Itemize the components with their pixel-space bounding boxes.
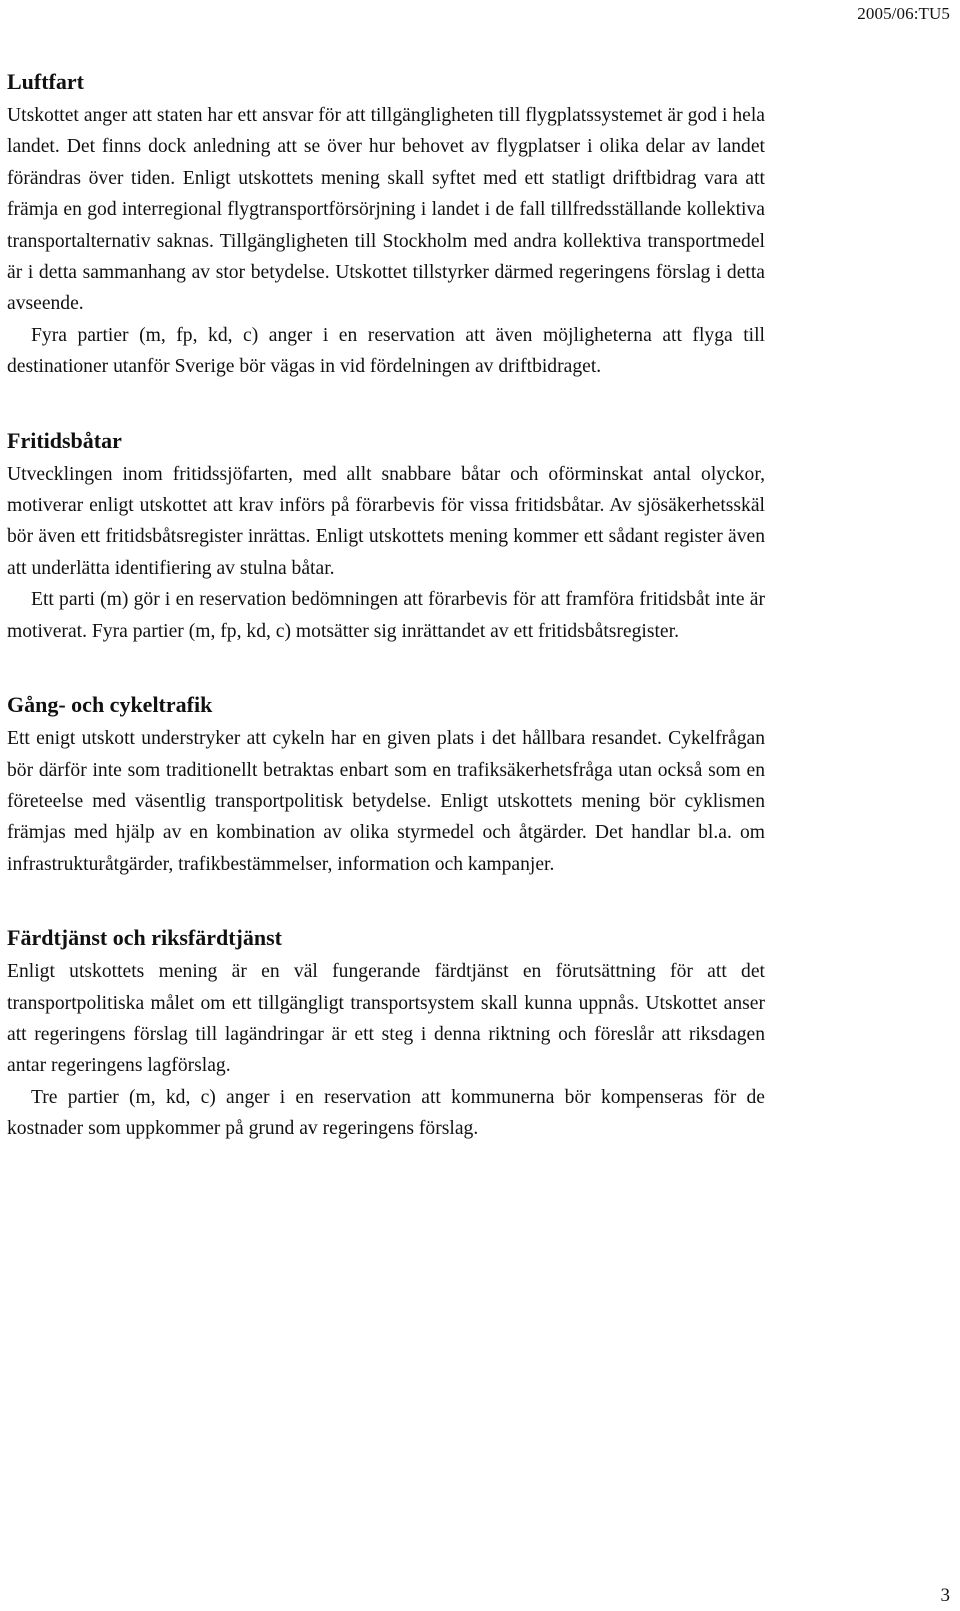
section-gang-och-cykeltrafik — [7, 689, 765, 880]
paragraph: Enligt utskottets mening är en väl fungerande färdtjänst en förutsättning för att det transportpolitiska målet om ett tillgängligt transportsystem skall kunna uppnås. Utskottet anser att regeringens förslag till lagändringar är ett steg i denna riktning och föreslår att riksdagen antar regeringens lagförslag. — [7, 961, 765, 1077]
document-body — [7, 66, 765, 1187]
paragraph: Ett enigt utskott understryker att cykeln har en given plats i det hållbara resandet. Cykelfrågan bör därför inte som traditionellt betraktas enbart som en trafiksäkerhetsfråga utan också som en företeelse med väsentlig transportpolitisk betydelse. Enligt utskottets mening bör cyklismen främjas med hjälp av en kombination av olika styrmedel och åtgärder. Det handlar bl.a. om infrastrukturåtgärder, trafikbestämmelser, information och kampanjer. — [7, 728, 765, 875]
paragraph: Utvecklingen inom fritidssjöfarten, med allt snabbare båtar och oförminskat antal olyckor, motiverar enligt utskottet att krav införs på förarbevis för vissa fritidsbåtar. Av sjösäkerhetsskäl bör även ett fritidsbåtsregister inrättas. Enligt utskottets mening kommer ett sådant register även att underlätta identifiering av stulna båtar. — [7, 463, 765, 579]
section-heading: Gång- och cykeltrafik — [7, 692, 213, 718]
paragraph-reservation: Tre partier (m, kd, c) anger i en reservation att kommunerna bör kompenseras för de kostnader som uppkommer på grund av regeringens förslag. — [7, 1086, 765, 1140]
document-id: 2005/06:TU5 — [857, 4, 950, 23]
section-fardtjanst — [7, 922, 765, 1144]
section-heading: Färdtjänst och riksfärdtjänst — [7, 925, 282, 951]
section-heading: Luftfart — [7, 69, 84, 94]
section-luftfart — [7, 66, 765, 383]
paragraph: Utskottet anger att staten har ett ansvar för att tillgängligheten till flygplatssystemet är god i hela landet. Det finns dock anledning att se över hur behovet av flygplatser i olika delar av landet förändras över tiden. Enligt utskottets mening skall syftet med ett statligt driftbidrag vara att främja en god interregional flygtransportförsörjning i landet i de fall tillfredsställande kollektiva transportalternativ saknas. Tillgängligheten till Stockholm med andra kollektiva transportmedel är i detta sammanhang av stor betydelse. Utskottet tillstyrker därmed regeringens förslag i detta avseende. — [7, 105, 765, 315]
paragraph-reservation: Ett parti (m) gör i en reservation bedömningen att förarbevis för att framföra fritidsbåt inte är motiverat. Fyra partier (m, fp, kd, c) motsätter sig inrättandet av ett fritidsbåtsregister. — [7, 589, 765, 642]
section-fritidsbatar — [7, 425, 765, 647]
section-heading: Fritidsbåtar — [7, 427, 122, 453]
page-number: 3 — [940, 1585, 950, 1606]
paragraph-reservation: Fyra partier (m, fp, kd, c) anger i en reservation att även möjligheterna att flyga till destinationer utanför Sverige bör vägas in vid fördelningen av driftbidraget. — [7, 324, 765, 378]
